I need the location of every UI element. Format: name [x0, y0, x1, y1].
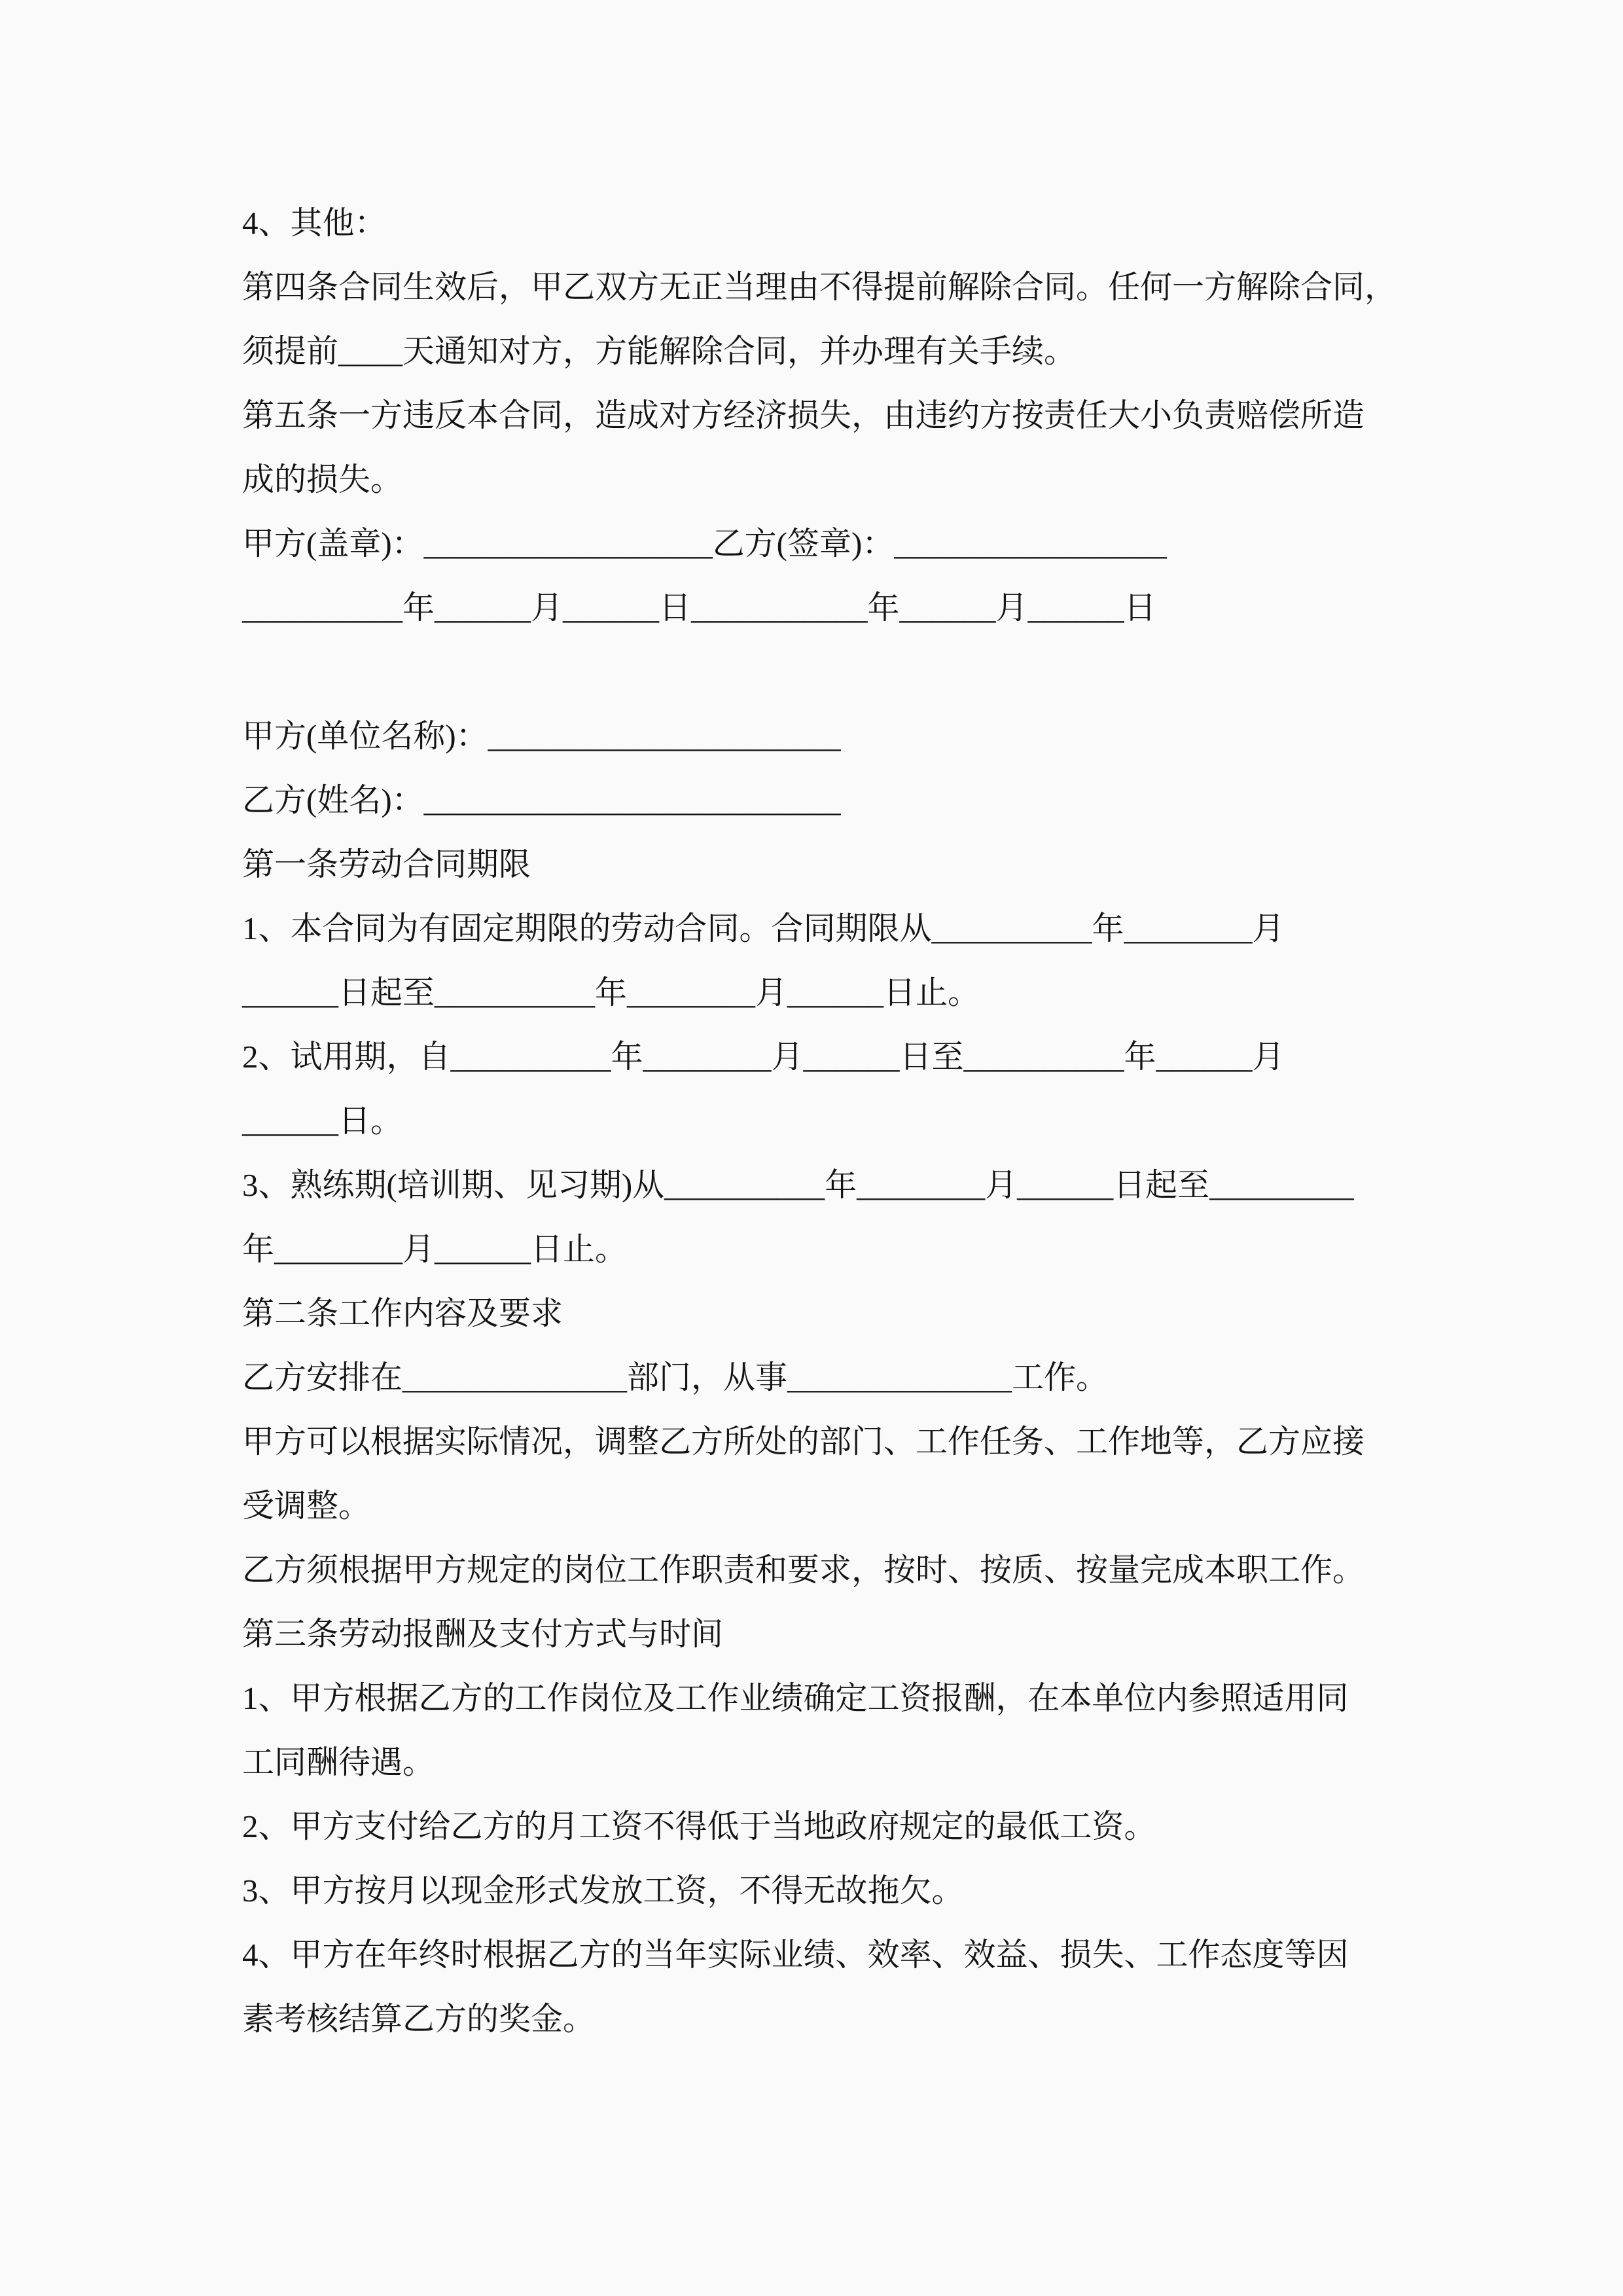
contract-line-term-item1-part1: 1、本合同为有固定期限的劳动合同。合同期限从__________年________月 — [242, 910, 1285, 946]
contract-line-article3-heading: 第三条劳动报酬及支付方式与时间 — [242, 1616, 724, 1652]
contract-line-article2-heading: 第二条工作内容及要求 — [242, 1295, 563, 1331]
blank-line — [242, 640, 1414, 704]
contract-line-adjustment-part2: 受调整。 — [242, 1488, 371, 1524]
contract-line-term-item2-part1: 2、试用期，自__________年________月______日至__________年______月 — [242, 1039, 1285, 1075]
contract-line-party-b-name: 乙方(姓名)：__________________________ — [242, 782, 841, 818]
contract-line-other-clause: 4、其他： — [242, 205, 387, 241]
contract-line-pay-item2: 2、甲方支付给乙方的月工资不得低于当地政府规定的最低工资。 — [242, 1808, 1156, 1844]
contract-line-signature-dates: __________年______月______日___________年______月______日 — [242, 590, 1156, 626]
contract-line-party-a-name: 甲方(单位名称)：______________________ — [242, 718, 841, 754]
contract-line-pay-item1-part2: 工同酬待遇。 — [242, 1744, 435, 1780]
contract-line-term-item3-part1: 3、熟练期(培训期、见习期)从__________年________月______日起至_________ — [242, 1167, 1354, 1203]
contract-line-term-item2-part2: ______日。 — [242, 1103, 403, 1139]
contract-body — [242, 191, 1414, 2051]
contract-line-term-item1-part2: ______日起至__________年________月______日止。 — [242, 975, 980, 1011]
contract-line-pay-item4-part2: 素考核结算乙方的奖金。 — [242, 2001, 596, 2037]
contract-line-term-item3-part2: 年________月______日止。 — [242, 1231, 628, 1267]
contract-line-pay-item3: 3、甲方按月以现金形式发放工资，不得无故拖欠。 — [242, 1873, 964, 1909]
contract-line-signature-labels: 甲方(盖章)：__________________乙方(签章)：_________________ — [242, 526, 1167, 562]
contract-line-duty-requirement: 乙方须根据甲方规定的岗位工作职责和要求，按时、按质、按量完成本职工作。 — [242, 1552, 1365, 1588]
contract-line-article4-part2: 须提前____天通知对方，方能解除合同，并办理有关手续。 — [242, 333, 1077, 369]
contract-line-article4-part1: 第四条合同生效后，甲乙双方无正当理由不得提前解除合同。任何一方解除合同， — [242, 269, 1397, 305]
contract-line-article1-heading: 第一条劳动合同期限 — [242, 846, 531, 882]
contract-line-article5-part1: 第五条一方违反本合同，造成对方经济损失，由违约方按责任大小负责赔偿所造 — [242, 397, 1365, 433]
contract-line-adjustment-part1: 甲方可以根据实际情况，调整乙方所处的部门、工作任务、工作地等，乙方应接 — [242, 1424, 1365, 1460]
contract-line-pay-item4-part1: 4、甲方在年终时根据乙方的当年实际业绩、效率、效益、损失、工作态度等因 — [242, 1937, 1349, 1973]
contract-line-article5-part2: 成的损失。 — [242, 461, 403, 497]
contract-line-work-assignment: 乙方安排在______________部门，从事______________工作。 — [242, 1359, 1109, 1395]
contract-line-pay-item1-part1: 1、甲方根据乙方的工作岗位及工作业绩确定工资报酬，在本单位内参照适用同 — [242, 1680, 1349, 1716]
